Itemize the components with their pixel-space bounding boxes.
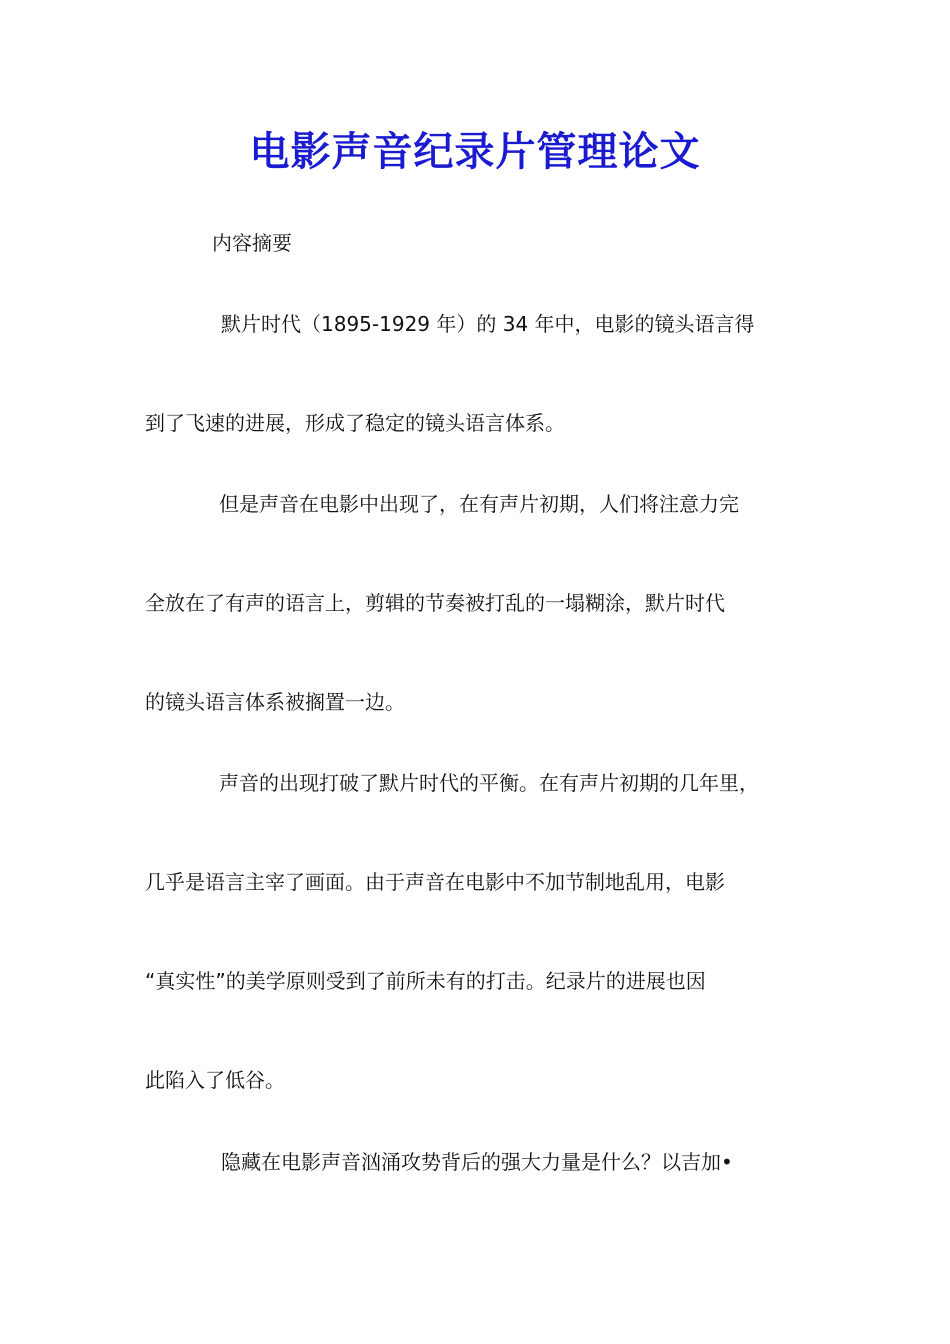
paragraph-line: 全放在了有声的语言上，剪辑的节奏被打乱的一塌糊涂，默片时代	[145, 591, 725, 615]
paragraph-line: 隐藏在电影声音汹涌攻势背后的强大力量是什么？以吉加•	[221, 1150, 733, 1174]
paragraph-line: “真实性”的美学原则受到了前所未有的打击。纪录片的进展也因	[145, 969, 706, 993]
paragraph-line: 默片时代（1895-1929 年）的 34 年中，电影的镜头语言得	[221, 312, 755, 336]
paragraph-line: 声音的出现打破了默片时代的平衡。在有声片初期的几年里，	[219, 771, 759, 795]
paragraph-line: 但是声音在电影中出现了，在有声片初期，人们将注意力完	[219, 492, 739, 516]
paragraph-line: 此陷入了低谷。	[145, 1068, 285, 1092]
document-title: 电影声音纪录片管理论文	[249, 128, 701, 175]
paragraph-line: 的镜头语言体系被搁置一边。	[145, 690, 405, 714]
paragraph-line: 到了飞速的进展，形成了稳定的镜头语言体系。	[145, 411, 565, 435]
abstract-heading: 内容摘要	[212, 231, 292, 255]
paragraph-line: 几乎是语言主宰了画面。由于声音在电影中不加节制地乱用，电影	[145, 870, 725, 894]
